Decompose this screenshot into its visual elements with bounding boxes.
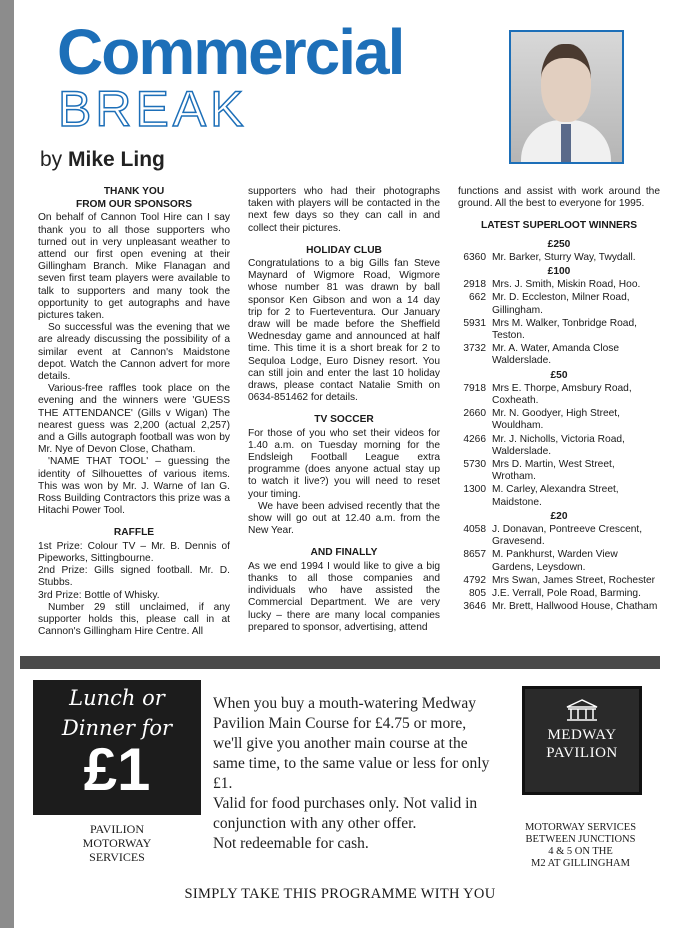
winner-row bbox=[458, 524, 660, 548]
prize-heading: £20 bbox=[550, 510, 568, 522]
winner-row bbox=[458, 252, 660, 264]
advert-offer-line-2: Dinner for bbox=[61, 716, 173, 740]
winner-number: 8657 bbox=[463, 549, 486, 561]
medway-pavilion-logo bbox=[522, 686, 642, 795]
winner-name: Mrs D. Martin, West Street, Wrotham. bbox=[492, 459, 615, 483]
advert-body bbox=[213, 694, 498, 854]
article-column-2 bbox=[248, 186, 440, 634]
winner-name: Mr. N. Goodyer, High Street, Wouldham. bbox=[492, 408, 620, 432]
sponsors-paragraph-1: On behalf of Cannon Tool Hire can I say thank you to all those supporters who turned out in very unpleasant weather to attend our first open evening at their Gillingham Branch. Mike Flanagan and seven first team players were available to talk to supporters and many took the opportunity to get autographs and have pictures taken. bbox=[38, 212, 230, 322]
winner-row bbox=[458, 292, 660, 316]
sponsors-heading-1: THANK YOU bbox=[103, 186, 165, 197]
advert-right-caption-1: MOTORWAY SERVICES bbox=[524, 822, 637, 833]
tv-soccer-heading: TV SOCCER bbox=[314, 414, 374, 426]
advert-body-3: Not redeemable for cash. bbox=[213, 835, 369, 852]
winner-number: 2660 bbox=[463, 408, 486, 420]
superloot-winners-list bbox=[458, 239, 660, 614]
advert-right-caption-4: M2 AT GILLINGHAM bbox=[531, 858, 630, 869]
winner-number: 2918 bbox=[463, 279, 486, 291]
winner-number: 805 bbox=[469, 588, 486, 600]
advert-offer-panel bbox=[33, 680, 201, 815]
advert-top-bar bbox=[20, 656, 660, 669]
winner-name: M. Carley, Alexandra Street, Maidstone. bbox=[492, 484, 619, 508]
logo-line-2: PAVILION bbox=[546, 745, 618, 761]
advert-left-caption-1: PAVILION bbox=[89, 822, 144, 836]
raffle-prize-3: 3rd Prize: Bottle of Whisky. bbox=[38, 589, 160, 601]
sponsors-heading-2: FROM OUR SPONSORS bbox=[75, 199, 193, 211]
winner-number: 1300 bbox=[463, 484, 486, 496]
photo-tie bbox=[561, 124, 571, 164]
winner-row bbox=[458, 484, 660, 508]
winner-name: Mr. J. Nicholls, Victoria Road, Walderslade. bbox=[492, 433, 625, 457]
prize-heading: £250 bbox=[547, 238, 571, 250]
advert-right-caption-2: BETWEEN JUNCTIONS bbox=[525, 834, 636, 845]
winner-row bbox=[458, 343, 660, 367]
advert-right-caption bbox=[508, 822, 653, 870]
byline bbox=[40, 148, 165, 172]
advert-body-2: Valid for food purchases only. Not valid in conjunction with any other offer. bbox=[213, 795, 478, 832]
winner-name: J. Donavan, Pontreeve Crescent, Gravesend. bbox=[492, 524, 643, 548]
raffle-prize-1: 1st Prize: Colour TV – Mr. B. Dennis of Pipeworks, Sittingbourne. bbox=[38, 540, 230, 564]
author-photo bbox=[509, 30, 624, 164]
winner-number: 4792 bbox=[463, 574, 486, 586]
winner-number: 5730 bbox=[463, 459, 486, 471]
winner-row bbox=[458, 575, 660, 587]
tv-soccer-paragraph-2: We have been advised recently that the show will go out at 12.40 a.m. from the New Year. bbox=[248, 500, 440, 537]
advert-left-caption bbox=[33, 822, 201, 864]
sponsors-paragraph-3: Various-free raffles took place on the evening and the winners were 'GUESS THE ATTENDANCE' (Gills v Wigan) The nearest guess was 2,200 (actual 2,257) and a Gills autograph football was won by Mr. Nye of Devon Close, Chatham. bbox=[38, 383, 230, 456]
winner-name: Mr. A. Water, Amanda Close Walderslade. bbox=[492, 343, 620, 367]
winner-name: Mr. Brett, Hallwood House, Chatham bbox=[492, 601, 658, 613]
advert-footer: SIMPLY TAKE THIS PROGRAMME WITH YOU bbox=[184, 886, 496, 902]
sponsors-paragraph-2: So successful was the evening that we are already discussing the possibility of a similar event at Cannon's Maidstone depot. Watch the Cannon advert for more details. bbox=[38, 322, 230, 383]
winner-row bbox=[458, 588, 660, 600]
winner-number: 3646 bbox=[463, 601, 486, 613]
winner-row bbox=[458, 434, 660, 458]
page-subtitle: BREAK bbox=[58, 81, 248, 137]
and-finally-paragraph: As we end 1994 I would like to give a big thanks to all those companies and individuals who have assisted the Commercial Department. We are very lucky – there are many local companies prepared to sponsor, advertising, attend bbox=[248, 560, 440, 633]
winner-row bbox=[458, 549, 660, 573]
winner-name: Mrs. J. Smith, Miskin Road, Hoo. bbox=[492, 279, 641, 291]
winner-name: Mrs E. Thorpe, Amsbury Road, Coxheath. bbox=[492, 382, 632, 407]
logo-line-1: MEDWAY bbox=[547, 727, 617, 743]
sponsors-paragraph-4: 'NAME THAT TOOL' – guessing the identity of Silhouettes of various items. This was won by Mr. J. Warne of Ian G. Ross Building Contractors this prize was a Hitachi Power Tool. bbox=[38, 456, 230, 517]
article-column-1 bbox=[38, 186, 230, 638]
prize-heading: £100 bbox=[547, 266, 571, 278]
finally-continued: functions and assist with work around the ground. All the best to everyone for 1995. bbox=[458, 186, 660, 210]
winner-row bbox=[458, 279, 660, 291]
winner-row bbox=[458, 601, 660, 613]
tv-soccer-paragraph-1: For those of you who set their videos for 1.40 a.m. on Tuesday morning for the Endsleigh Football League extra programme (does anyone actual stay up to watch it live?) you will need to reset your timing. bbox=[248, 427, 440, 500]
advert-left-caption-2: MOTORWAY bbox=[82, 836, 152, 850]
holiday-club-paragraph: Congratulations to a big Gills fan Steve Maynard of Wigmore Road, Wigmore whose number 81 was drawn by ball sponsor Ken Gibson and won a 14 day trip for 2 to Fuerteventura. Our January draw will be made before the Sheffield Wednesday game and announced at half time. This time it is a short break for 2 to Sequloa Lodge, Euro Disney resort. You can still join and enter the last 10 holiday draws, please contact Natalie Smith on 0634-851462 for details. bbox=[248, 258, 440, 404]
pavilion-icon bbox=[525, 699, 639, 726]
winner-name: J.E. Verrall, Pole Road, Barming. bbox=[492, 588, 641, 600]
raffle-heading: RAFFLE bbox=[113, 527, 155, 539]
advert-offer-price: £1 bbox=[83, 736, 151, 803]
winner-row bbox=[458, 318, 660, 342]
winner-name: Mrs Swan, James Street, Rochester bbox=[492, 574, 656, 586]
winner-number: 4058 bbox=[463, 524, 486, 536]
byline-by: by bbox=[40, 148, 63, 171]
winner-number: 4266 bbox=[463, 433, 486, 445]
raffle-unclaimed: Number 29 still unclaimed, if any supporter holds this, please call in at Cannon's Gillingham Hire Centre. All bbox=[38, 601, 230, 638]
winner-number: 662 bbox=[469, 292, 486, 304]
winner-name: Mr. Barker, Sturry Way, Twydall. bbox=[492, 251, 636, 263]
advert-body-1: When you buy a mouth-watering Medway Pavilion Main Course for £4.75 or more, we'll give you another main course at the same time, to the same value or less for only £1. bbox=[213, 695, 490, 792]
winner-number: 6360 bbox=[463, 251, 486, 263]
page-title: Commercial bbox=[57, 16, 404, 88]
article-column-3 bbox=[458, 186, 660, 615]
advert-right-caption-3: 4 & 5 ON THE bbox=[548, 846, 613, 857]
advert-left-caption-3: SERVICES bbox=[89, 850, 145, 864]
winner-number: 3732 bbox=[463, 343, 486, 355]
winner-row bbox=[458, 408, 660, 432]
advert-offer-line-1: Lunch or bbox=[69, 686, 165, 710]
sponsors-continued: supporters who had their photographs taken with players will be contacted in the next few days so they can call in and collect their pictures. bbox=[248, 186, 440, 234]
winner-row bbox=[458, 459, 660, 483]
and-finally-heading: AND FINALLY bbox=[310, 547, 378, 559]
prize-heading: £50 bbox=[550, 369, 568, 381]
winner-name: M. Pankhurst, Warden View Gardens, Leysdown. bbox=[492, 549, 618, 573]
winner-name: Mrs M. Walker, Tonbridge Road, Teston. bbox=[492, 317, 637, 342]
page-edge-strip bbox=[0, 0, 14, 928]
superloot-heading: LATEST SUPERLOOT WINNERS bbox=[480, 220, 638, 232]
holiday-club-heading: HOLIDAY CLUB bbox=[306, 244, 382, 256]
raffle-prize-2: 2nd Prize: Gills signed football. Mr. D. Stubbs. bbox=[38, 565, 230, 589]
winner-row bbox=[458, 383, 660, 407]
winner-number: 7918 bbox=[463, 382, 486, 394]
winner-number: 5931 bbox=[463, 317, 486, 329]
byline-author: Mike Ling bbox=[68, 148, 165, 171]
photo-head bbox=[541, 44, 591, 122]
winner-name: Mr. D. Eccleston, Milner Road, Gillingham. bbox=[492, 292, 630, 316]
